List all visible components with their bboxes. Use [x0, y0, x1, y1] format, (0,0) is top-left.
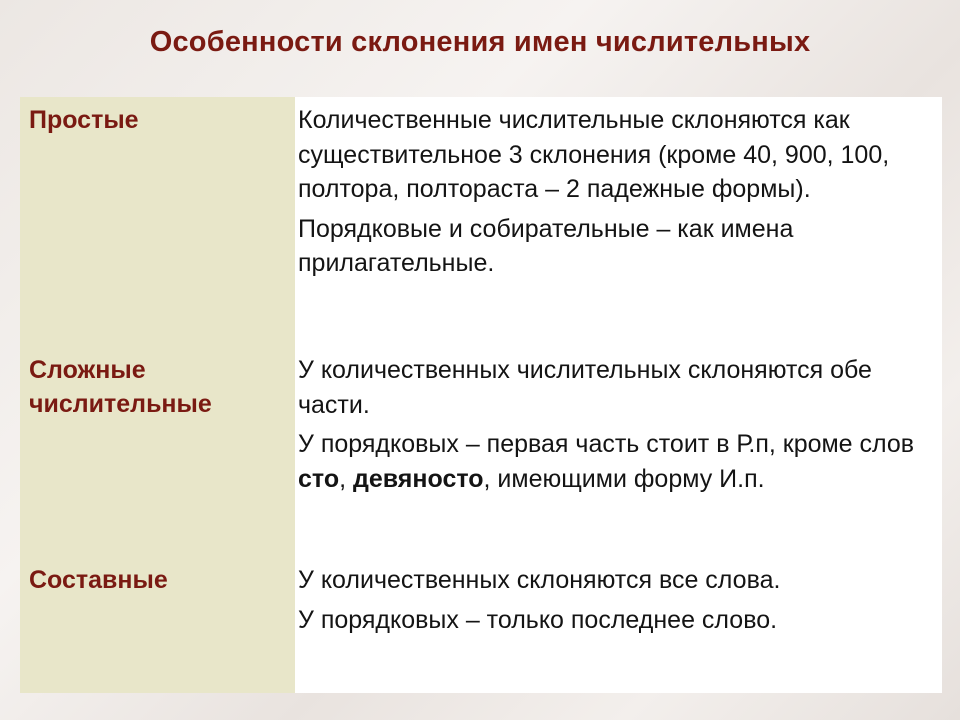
description-paragraph: У количественных числительных склоняются обе части. [298, 356, 872, 419]
slide-title: Особенности склонения имен числительных [149, 26, 811, 58]
bold-word-devyanosto: девяносто [353, 464, 484, 493]
bold-word-sto: сто [298, 464, 340, 493]
row-label-simple: Простые [29, 106, 139, 134]
row-label-complex [29, 353, 212, 421]
text-segment: , имеющими форму И.п. [483, 464, 765, 493]
row-label-complex-line2: числительные [29, 390, 212, 418]
description-paragraph: Количественные числительные склоняются как существительное 3 склонения (кроме 40, 900, 100, полтора, полтораста – 2 падежные формы). [298, 106, 890, 203]
description-paragraph [298, 427, 938, 496]
description-paragraph: Порядковые и собирательные – как имена прилагательные. [298, 214, 794, 277]
row-label-complex-line1: Сложные [29, 356, 146, 384]
row-description-compound [298, 563, 938, 637]
row-description-simple [298, 103, 938, 281]
description-paragraph: У порядковых – только последнее слово. [298, 605, 778, 634]
text-segment: , [339, 464, 353, 493]
row-description-complex [298, 353, 938, 496]
description-paragraph: У количественных склоняются все слова. [298, 566, 781, 594]
row-label-compound: Составные [29, 566, 168, 594]
declension-table [20, 97, 942, 693]
text-segment: У порядковых – первая часть стоит в Р.п, кроме слов [298, 430, 915, 458]
